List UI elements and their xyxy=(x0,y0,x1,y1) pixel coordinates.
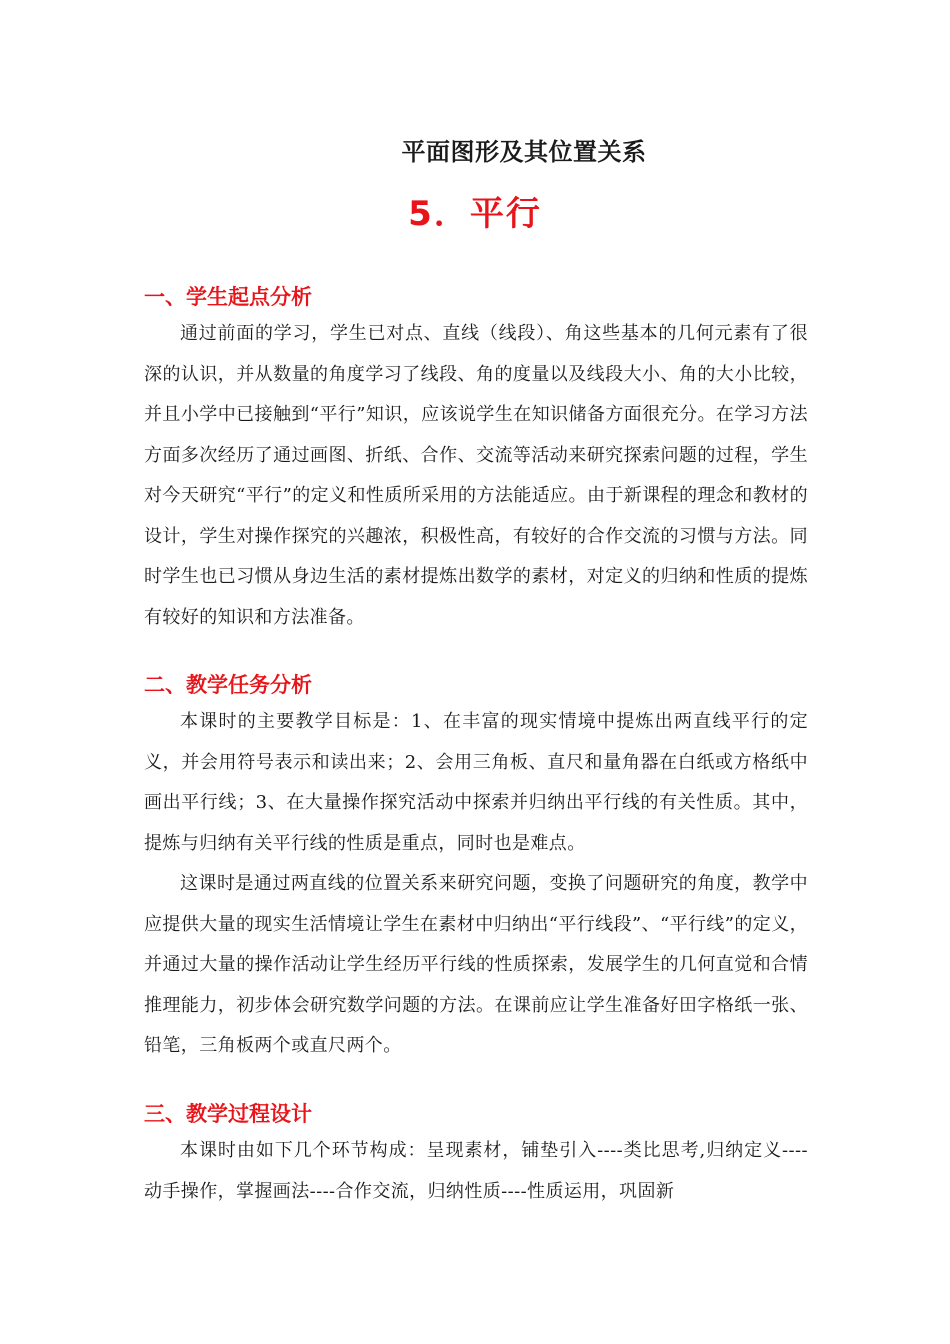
section-heading: 二、教学任务分析 xyxy=(144,673,312,697)
section-paragraph: 通过前面的学习，学生已对点、直线（线段）、角这些基本的几何元素有了很深的认识，并从数量的角度学习了线段、角的度量以及线段大小、角的大小比较，并且小学中已接触到“平行”知识，应该说学生在知识储备方面很充分。在学习方法方面多次经历了通过画图、折纸、合作、交流等活动来研究探索问题的过程，学生对今天研究“平行”的定义和性质所采用的方法能适应。由于新课程的理念和教材的设计，学生对操作探究的兴趣浓，积极性高，有较好的合作交流的习惯与方法。同时学生也已习惯从身边生活的素材提炼出数学的素材，对定义的归纳和性质的提炼有较好的知识和方法准备。 xyxy=(144,323,808,628)
section-student-analysis xyxy=(144,280,808,638)
section-paragraph: 本课时由如下几个环节构成：呈现素材，铺垫引入----类比思考,归纳定义----动手操作，掌握画法----合作交流，归纳性质----性质运用，巩固新 xyxy=(144,1140,808,1202)
section-paragraph: 这课时是通过两直线的位置关系来研究问题，变换了问题研究的角度，教学中应提供大量的现实生活情境让学生在素材中归纳出“平行线段”、“平行线”的定义，并通过大量的操作活动让学生经历平行线的性质探索，发展学生的几何直觉和合情推理能力，初步体会研究数学问题的方法。在课前应让学生准备好田字格纸一张、铅笔，三角板两个或直尺两个。 xyxy=(144,873,809,1056)
lesson-title: 5．平行 xyxy=(408,194,542,234)
section-paragraph: 本课时的主要教学目标是：1、在丰富的现实情境中提炼出两直线平行的定义，并会用符号表示和读出来；2、会用三角板、直尺和量角器在白纸或方格纸中画出平行线；3、在大量操作探究活动中探索并归纳出平行线的有关性质。其中，提炼与归纳有关平行线的性质是重点，同时也是难点。 xyxy=(144,711,808,854)
document-title: 平面图形及其位置关系 xyxy=(401,138,647,166)
section-heading: 一、学生起点分析 xyxy=(144,285,312,309)
section-process-design xyxy=(144,1097,808,1212)
section-heading: 三、教学过程设计 xyxy=(144,1102,312,1126)
section-task-analysis xyxy=(144,668,808,1067)
